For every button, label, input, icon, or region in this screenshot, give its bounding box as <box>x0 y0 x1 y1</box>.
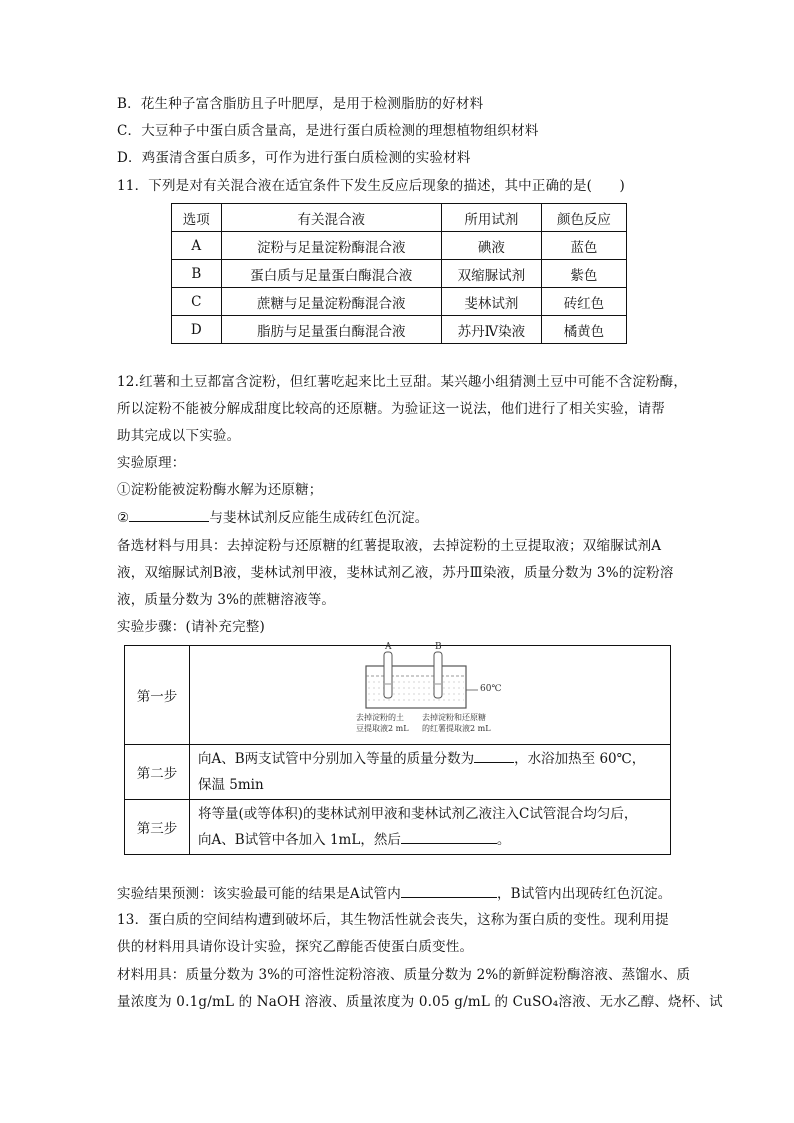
table-row <box>125 646 671 745</box>
table-row <box>172 260 627 288</box>
q13-stem-line-1: 13．蛋白质的空间结构遭到破坏后，其生物活性就会丧失，这称为蛋白质的变性。现利用提 <box>117 912 669 928</box>
tube-b-caption-1: 去掉淀粉和还原糖 <box>422 713 486 722</box>
tube-a-caption-1: 去掉淀粉的土 <box>356 713 404 722</box>
tube-b-caption-2: 的红薯提取液2 mL <box>422 724 491 733</box>
table-cell: 蓝色 <box>541 232 626 260</box>
table-cell: 淀粉与足量淀粉酶混合液 <box>221 232 441 260</box>
table-header-cell: 颜色反应 <box>541 204 626 232</box>
table-cell: 砖红色 <box>541 288 626 316</box>
step-3-label: 第三步 <box>125 800 190 855</box>
q12-result-prediction <box>117 883 671 904</box>
table-cell: 橘黄色 <box>541 316 626 344</box>
step-2-text-b: ，水浴加热至 60℃， <box>514 751 646 767</box>
table-row <box>125 800 671 855</box>
table-cell: 双缩脲试剂 <box>441 260 541 288</box>
q11-stem: 11．下列是对有关混合液在适宜条件下发生反应后现象的描述，其中正确的是( ) <box>117 178 626 194</box>
principle-2-blank <box>129 507 209 522</box>
table-cell: 紫色 <box>541 260 626 288</box>
q10-option-c: C．大豆种子中蛋白质含量高，是进行蛋白质检测的理想植物组织材料 <box>117 123 539 139</box>
q12-steps-title: 实验步骤：(请补充完整) <box>117 619 265 635</box>
step-1-label: 第一步 <box>125 646 190 745</box>
step-2-label: 第二步 <box>125 745 190 800</box>
table-cell: 蔗糖与足量淀粉酶混合液 <box>221 288 441 316</box>
result-blank <box>401 883 497 898</box>
step-3-blank <box>401 829 497 844</box>
q12-stem-line-3: 助其完成以下实验。 <box>117 428 241 444</box>
tube-a-caption-2: 豆提取液2 mL <box>356 724 409 733</box>
table-cell: C <box>172 288 222 316</box>
result-text-b: ，B试管内出现砖红色沉淀。 <box>496 886 672 902</box>
tube-a-label: A <box>385 642 392 652</box>
step-1-figure-cell <box>190 642 671 745</box>
q12-stem-line-2: 所以淀粉不能被分解成甜度比较高的还原糖。为验证这一说法，他们进行了相关实验，请帮 <box>117 401 665 417</box>
table-header-cell: 有关混合液 <box>221 204 441 232</box>
table-header-cell: 选项 <box>172 204 222 232</box>
q11-table <box>171 203 627 344</box>
table-cell: 碘液 <box>441 232 541 260</box>
table-cell: D <box>172 316 222 344</box>
step-2-text-a: 向A、B两支试管中分别加入等量的质量分数为 <box>198 751 475 767</box>
table-header-cell: 所用试剂 <box>441 204 541 232</box>
table-cell: 脂肪与足量蛋白酶混合液 <box>221 316 441 344</box>
tube-b-label: B <box>435 642 442 652</box>
table-row <box>172 232 627 260</box>
q12-materials-line-2: 液，双缩脲试剂B液，斐林试剂甲液，斐林试剂乙液，苏丹Ⅲ染液，质量分数为 3%的淀粉溶 <box>117 565 674 581</box>
table-row <box>172 288 627 316</box>
q10-option-b: B．花生种子富含脂肪且子叶肥厚，是用于检测脂肪的好材料 <box>117 96 484 112</box>
principle-2-text: 与斐林试剂反应能生成砖红色沉淀。 <box>209 510 429 526</box>
step-2-blank <box>474 748 514 763</box>
q12-materials-line-1: 备选材料与用具：去掉淀粉与还原糖的红薯提取液，去掉淀粉的土豆提取液；双缩脲试剂A <box>117 538 662 554</box>
result-text-a: 实验结果预测：该实验最可能的结果是A试管内 <box>117 886 401 902</box>
q12-materials-line-3: 液，质量分数为 3%的蔗糖溶液等。 <box>117 592 336 608</box>
table-row <box>172 316 627 344</box>
table-row <box>125 745 671 800</box>
step-3-text-b: 向A、B试管中各加入 1mL，然后 <box>198 832 401 848</box>
table-cell: A <box>172 232 222 260</box>
table-header-row <box>172 204 627 232</box>
table-cell: 苏丹Ⅳ染液 <box>441 316 541 344</box>
q10-option-d: D．鸡蛋清含蛋白质多，可作为进行蛋白质检测的实验材料 <box>117 150 471 166</box>
principle-2-number: ② <box>117 510 130 526</box>
temperature-label: 60℃ <box>480 684 502 694</box>
q13-materials-line-1: 材料用具：质量分数为 3%的可溶性淀粉溶液、质量分数为 2%的新鲜淀粉酶溶液、蒸馏水、质 <box>117 967 691 983</box>
q12-stem-line-1: 12.红薯和土豆都富含淀粉，但红薯吃起来比土豆甜。某兴趣小组猜测土豆中可能不含淀粉酶， <box>117 374 688 390</box>
q12-steps-table <box>124 642 671 855</box>
step-3-text <box>190 800 671 855</box>
water-bath-figure <box>190 642 670 744</box>
q12-principle-title: 实验原理： <box>117 455 186 471</box>
table-cell: 斐林试剂 <box>441 288 541 316</box>
q13-stem-line-2: 供的材料用具请你设计实验，探究乙醇能否使蛋白质变性。 <box>117 939 474 955</box>
step-3-text-c: 。 <box>496 832 511 848</box>
table-cell: B <box>172 260 222 288</box>
step-2-text <box>190 745 671 800</box>
step-3-text-a: 将等量(或等体积)的斐林试剂甲液和斐林试剂乙液注入C试管混合均匀后， <box>198 806 638 822</box>
q12-principle-2 <box>117 507 429 528</box>
q13-materials-line-2: 量浓度为 0.1g/mL 的 NaOH 溶液、质量浓度为 0.05 g/mL 的 CuSO₄溶液、无水乙醇、烧杯、试 <box>117 994 723 1010</box>
step-2-text-c: 保温 5min <box>198 777 264 793</box>
q12-principle-1: ①淀粉能被淀粉酶水解为还原糖； <box>117 482 323 498</box>
table-cell: 蛋白质与足量蛋白酶混合液 <box>221 260 441 288</box>
